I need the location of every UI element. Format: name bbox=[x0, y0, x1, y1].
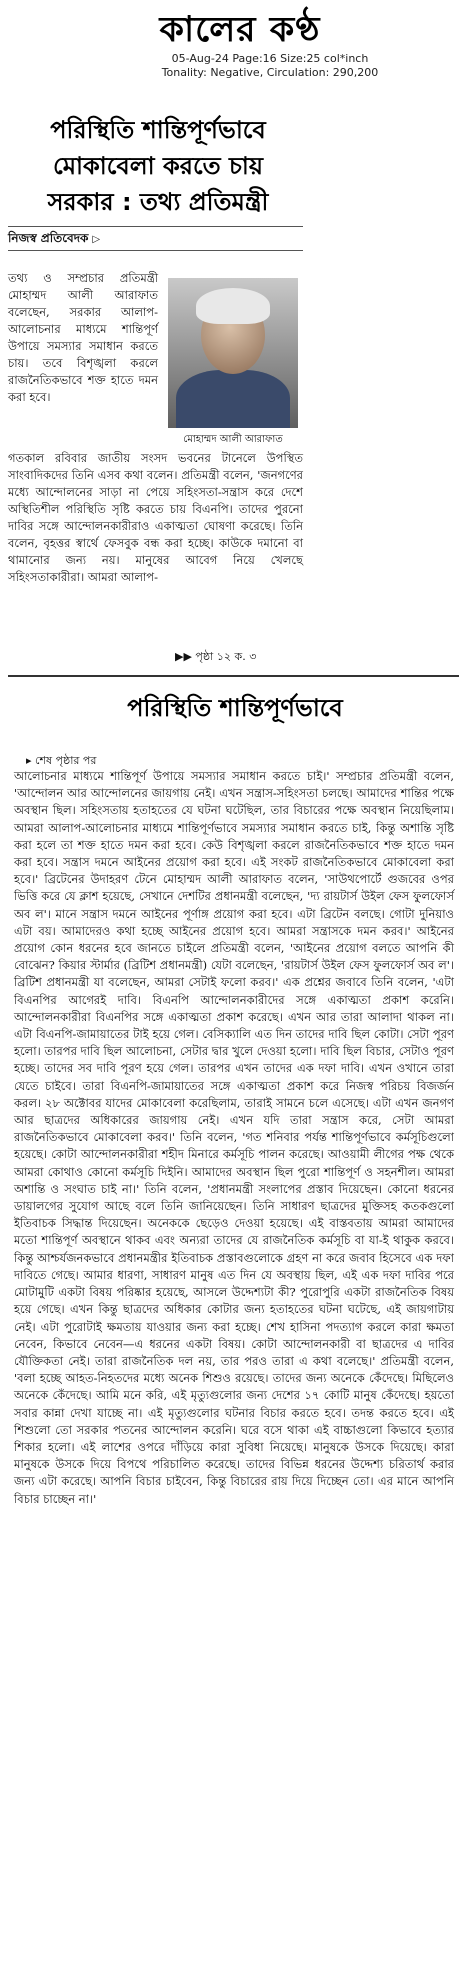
headline-line-3: সরকার : তথ্য প্রতিমন্ত্রী bbox=[47, 188, 269, 216]
headline-line-1: পরিস্থিতি শান্তিপূর্ণভাবে bbox=[50, 116, 266, 144]
headline-line-2: মোকাবেলা করতে চায় bbox=[52, 152, 264, 180]
photo-caption: মোহাম্মদ আলী আরাফাত bbox=[183, 434, 283, 445]
article-body: গতকাল রবিবার জাতীয় সংসদ ভবনের টানেলে উপস্থিত সাংবাদিকদের তিনি এসব কথা বলেন। প্রতিমন্ত্রী বলেন, 'জনগণের মধ্যে আন্দোলনের সাড়া না পেয়ে সহিংসতা-সন্ত্রাস করে দেশে অস্থিতিশীল পরিস্থিতি সৃষ্টি করতে চায় বিএনপি। তাদের পুরনো দাবির সঙ্গে আন্দোলনকারীরাও একাত্মতা ঘোষণা করেছে। তিনি বলেন, বৃহত্তর স্বার্থে ফেসবুক বন্ধ করা হচ্ছে। কাউকে দমানো বা থামানোর জন্য নয়। মানুষের আবেগ নিয়ে খেলছে সহিংসতাকারীরা। আমরা আলাপ- bbox=[8, 451, 303, 584]
clipping-meta bbox=[120, 52, 420, 80]
photo-figure-body bbox=[176, 370, 290, 428]
play-icon: ▷ bbox=[92, 234, 101, 245]
reporter-name: নিজস্ব প্রতিবেদক bbox=[8, 231, 89, 245]
section-divider bbox=[8, 675, 459, 677]
continued-headline: পরিস্থিতি শান্তিপূর্ণভাবে bbox=[127, 694, 343, 722]
continued-from-label: শেষ পৃষ্ঠার পর bbox=[35, 754, 97, 767]
continued-body: আলোচনার মাধ্যমে শান্তিপূর্ণ উপায়ে সমস্যার সমাধান করতে চাই।' সম্প্রচার প্রতিমন্ত্রী বলেন, 'আন্দোলন আর আন্দোলনের জায়গায় নেই। এখন সন্ত্রাস-সহিংসতা চলছে। আমাদের শান্তির পক্ষে অবস্থান ছিল। সহিংসতায় হতাহতের যে ঘটনা ঘটেছিল, তার বিচারের পক্ষে অবস্থান নিয়েছিলাম। আমরা আলাপ-আলোচনার মাধ্যমে শান্তিপূর্ণভাবে সমস্যার সমাধান করতে চাই, কিন্তু অশান্তি সৃষ্টি করা হলে তা শক্ত হাতে দমন করা হবে। কেউ বিশৃঙ্খলা করলে রাজনৈতিকভাবে শক্ত হাতে দমন করা হবে। সন্ত্রাস দমনে আইনের প্রয়োগ করা হবে। এই সংকট রাজনৈতিকভাবে মোকাবেলা করা হবে।' ব্রিটেনের উদাহরণ টেনে মোহাম্মদ আলী আরাফাত বলেন, 'সাউথপোর্টে গুজবের ওপর ভিত্তি করে যে ক্লাশ হয়েছে, সেখানে দেশটির প্রধানমন্ত্রী বলেছেন, 'দ্য রায়টার্স উইল ফেস ফুলফোর্স অব ল'। মানে সন্ত্রাস দমনে আইনের পূর্ণাঙ্গ প্রয়োগ করা হবে। এটা ব্রিটেন বলছে। গোটা দুনিয়াও এটা বয়। আমাদেরও কথা হচ্ছে আইনের প্রয়োগ হবে। আমরা সন্ত্রাসকে দমন করব।' আইনের প্রয়োগ কোন ধরনের হবে জানতে চাইলে প্রতিমন্ত্রী বলেন, 'আইনের প্রয়োগ বলতে আপনি কী বোঝেন? কিয়ার স্টার্মার (ব্রিটিশ প্রধানমন্ত্রী) যেটা বলেছেন, 'রায়টার্স উইল ফেস ফুলফোর্স অব ল'। ব্রিটিশ প্রধানমন্ত্রী যা বলেছেন, আমরা সেটাই ফলো করব।' এক প্রশ্নের জবাবে তিনি বলেন, 'এটা বিএনপির আগেরই দাবি। বিএনপি আন্দোলনকারীদের সঙ্গে একাত্মতা প্রকাশ করেনি। আন্দোলনকারীরা বিএনপির সঙ্গে একাত্মতা প্রকাশ করেছে। এখন আর তারা আলাদা থাকল না। এটা বিএনপি-জামায়াতের টাই হয়ে গেল। বেসিক্যালি এত দিন তাদের দাবি ছিল কোটা। সেটা পূরণ হলো। তারপর দাবি ছিল আলোচনা, সেটার দ্বার খুলে দেওয়া হলো। দাবি ছিল বিচার, সেটাও পূরণ হচ্ছে। তাদের সব দাবি পূরণ হয়ে গেল। তারপর এখন তাদের এক দফা দাবি। এখন ওখানে তারা যেতে চাইবে। তারা বিএনপি-জামায়াতের সঙ্গে একাত্মতা প্রকাশ করে নিজস্ব পরিচয় বিজর্জন করল। ২৮ অক্টোবর যাদের মোকাবেলা করেছিলাম, তারাই সামনে চলে এসেছে। এটা এখন জনগণ আর ছাত্রদের অধিকারের জায়গায় নেই। এখন যদি তারা সন্ত্রাস করে, সেটা আমরা রাজনৈতিকভাবে মোকাবেলা করব।' তিনি বলেন, 'গত শনিবার পর্যন্ত শান্তিপূর্ণভাবে কর্মসূচিগুলো হয়েছে। কোটা আন্দোলনকারীরা শহীদ মিনারে কর্মসূচি পালন করেছে। আওয়ামী লীগের পক্ষ থেকে আমরা কোথাও কোনো কর্মসূচি দিইনি। আমাদের অবস্থান ছিল পুরো শান্তিপূর্ণ ও সহনশীল। আমরা অশান্তি ও সংঘাত চাই না।' তিনি বলেন, 'প্রধানমন্ত্রী সংলাপের প্রস্তাব দিয়েছেন। কোনো ধরনের ডায়ালগের সুযোগ আছে বলে তিনি জানিয়েছেন। তিনি সাধারণ ছাত্রদের মুক্তিসহ কতকগুলো ইতিবাচক সিদ্ধান্ত দিয়েছেন। অনেককে ছেড়েও দেওয়া হয়েছে। এই বাস্তবতায় আমরা আমাদের মতো শান্তিপূর্ণ অবস্থানে থাকব এবং অন্যরা তাদের যে রাজনৈতিক কর্মসূচি বা যা-ই থাকুক করবে। কিন্তু আশ্চর্যজনকভাবে প্রধানমন্ত্রীর ইতিবাচক প্রস্তাবগুলোকে গ্রহণ না করে জবাব হিসেবে এক দফা দাবিতে গেছে। আমার ধারণা, সাধারণ মানুষ এত দিন যে অবস্থায় ছিল, এই এক দফা দাবির পরে মোটামুটি একটা বিষয় পরিষ্কার হয়েছে, আসলে উদ্দেশ্যটা কী? পুরোপুরি একটা রাজনৈতিক বিষয় হয়ে গেছে। এখন কিন্তু ছাত্রদের অধিকার কোটার জন্য হতাহতের ঘটনা ঘটেছে, এই জায়গাটায় নেই। এটা পুরোটাই ক্ষমতায় যাওয়ার জন্য করা হচ্ছে। শেখ হাসিনা পদত্যাগ করলে কারা ক্ষমতা নেবেন, কিভাবে নেবেন—এ ধরনের একটা বিষয়। কোটা আন্দোলনকারী বা ছাত্রদের এ দাবির যৌক্তিকতা নেই। তারা রাজনৈতিক দল নয়, তার পরও তারা এ কথা বলেছে।' প্রতিমন্ত্রী বলেন, 'বলা হচ্ছে আহত-নিহতদের মধ্যে অনেক শিশুও রয়েছে। তাদের জন্য অনেকে কেঁদেছে। মিছিলেও অনেকে কেঁদেছে। আমি মনে করি, এই মৃত্যুগুলোর জন্য দেশের ১৭ কোটি মানুষ কেঁদেছে। হয়তো সবার কান্না দেখা যাচ্ছে না। এই মৃত্যুগুলোর ঘটনার বিচার করতে হবে। তদন্ত করতে হবে। এই শিশুলো তো সরকার পতনের আন্দোলন করেনি। ঘরে বসে থাকা এই বাচ্চাগুলো কিভাবে হত্যার শিকার হলো। এই লাশের ওপরে দাঁড়িয়ে কারা সুবিধা নিয়েছে। মানুষকে উসকে দিয়েছে। কারা মানুষকে উসকে দিয়ে বিপথে পরিচালিত করেছে। তাদের বিভিন্ন ধরনের উদ্দেশ্য চরিতার্থ করার জন্য এটা করেছে। আপনি বিচার চাইবেন, কিন্তু বিচারের রায় দিয়ে দিচ্ছেন তো। এর মানে আপনি বিচার চাচ্ছেন না।' bbox=[14, 769, 454, 1506]
play-icon: ▸ bbox=[26, 754, 36, 767]
divider bbox=[8, 250, 303, 251]
photo-figure-hair bbox=[196, 288, 270, 324]
portrait-photo bbox=[168, 278, 298, 428]
meta-tonality-circulation: Tonality: Negative, Circulation: 290,200 bbox=[161, 66, 379, 79]
meta-page-size: 05-Aug-24 Page:16 Size:25 col*inch bbox=[171, 52, 369, 65]
article-intro: তথ্য ও সম্প্রচার প্রতিমন্ত্রী মোহাম্মদ আলী আরাফাত বলেছেন, সরকার আলাপ-আলোচনার মাধ্যমে শান্তিপূর্ণ উপায়ে সমস্যার সমাধান করতে চায়। তবে বিশৃঙ্খলা করলে রাজনৈতিকভাবে শক্ত হাতে দমন করা হবে। bbox=[8, 271, 158, 404]
newspaper-logo: কালের কণ্ঠ bbox=[159, 10, 321, 50]
jump-reference: ▶▶ পৃষ্ঠা ১২ ক. ৩ bbox=[175, 650, 257, 663]
reporter-byline bbox=[8, 230, 100, 250]
divider bbox=[8, 226, 303, 227]
masthead bbox=[0, 0, 467, 48]
